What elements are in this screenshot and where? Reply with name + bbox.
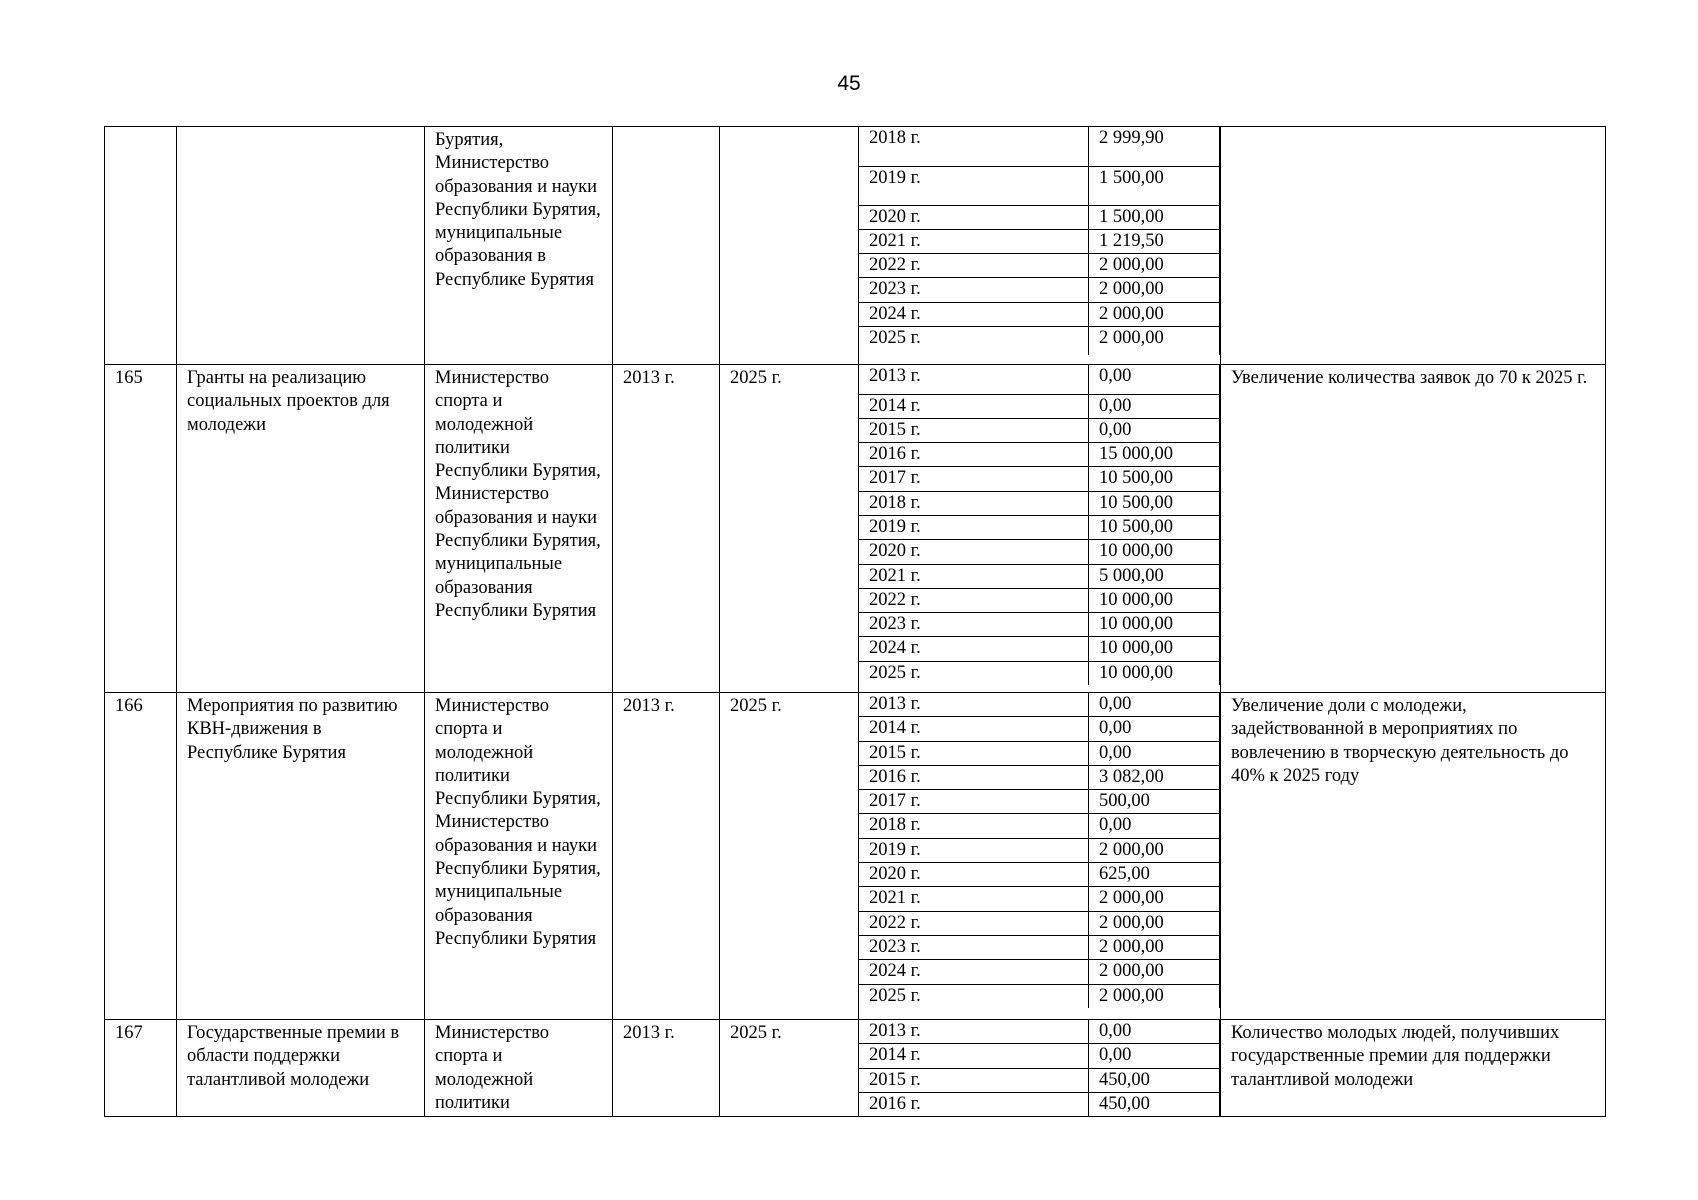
executor: Министерство спорта и молодежной политики Республики Бурятия, Министерство образования и науки Республики Бурятия, муниципальные образования Республики Бурятия: [435, 368, 601, 621]
year-value: 0,00: [1089, 365, 1220, 394]
year-label: 2023 г.: [859, 613, 1089, 637]
year-label: 2015 г.: [859, 741, 1089, 765]
table-row: [105, 693, 1606, 1020]
row-number: 165: [115, 368, 143, 388]
activity-name: Мероприятия по развитию КВН-движения в Республике Бурятия: [187, 696, 398, 763]
year-label: 2016 г.: [859, 1092, 1089, 1116]
expected-result: Количество молодых людей, получивших государственные премии для поддержки талантливой молодежи: [1231, 1023, 1560, 1090]
year-label: 2018 г.: [859, 814, 1089, 838]
year-value: 450,00: [1089, 1092, 1220, 1116]
program-table: [104, 126, 1606, 1117]
year-label: 2018 г.: [859, 491, 1089, 515]
year-label: 2015 г.: [859, 1068, 1089, 1092]
year-value: 1 500,00: [1089, 166, 1220, 205]
start-year: 2013 г.: [623, 696, 675, 716]
executor: Министерство спорта и молодежной политики: [435, 1023, 550, 1113]
year-label: 2013 г.: [859, 1020, 1089, 1044]
year-value: 5 000,00: [1089, 564, 1220, 588]
start-year: 2013 г.: [623, 1023, 675, 1043]
expected-result: Увеличение доли с молодежи, задействованной в мероприятиях по вовлечению в творческую деятельность до 40% к 2025 году: [1231, 696, 1569, 786]
year-value: 1 219,50: [1089, 229, 1220, 253]
year-label: 2017 г.: [859, 790, 1089, 814]
year-value: 450,00: [1089, 1068, 1220, 1092]
year-label: 2018 г.: [859, 127, 1089, 166]
year-label: 2022 г.: [859, 254, 1089, 278]
expected-result: Увеличение количества заявок до 70 к 2025 г.: [1231, 368, 1588, 388]
funding-by-year: [859, 127, 1221, 365]
year-label: 2020 г.: [859, 540, 1089, 564]
year-label: 2025 г.: [859, 326, 1089, 355]
year-label: 2024 г.: [859, 637, 1089, 661]
year-value: 2 000,00: [1089, 302, 1220, 326]
year-label: 2019 г.: [859, 515, 1089, 539]
activity-name: Гранты на реализацию социальных проектов для молодежи: [187, 368, 390, 435]
executor: Бурятия, Министерство образования и науки Республики Бурятия, муниципальные образования в Республике Бурятия: [435, 130, 601, 290]
row-number: 166: [115, 696, 143, 716]
year-value: 10 000,00: [1089, 540, 1220, 564]
year-value: 0,00: [1089, 418, 1220, 442]
year-value: 10 000,00: [1089, 613, 1220, 637]
expected-result: [1221, 127, 1605, 129]
year-value: 625,00: [1089, 863, 1220, 887]
funding-by-year: [859, 693, 1221, 1020]
activity-name: [177, 127, 424, 129]
year-value: 0,00: [1089, 1044, 1220, 1068]
activity-name: Государственные премии в области поддержки талантливой молодежи: [187, 1023, 400, 1090]
year-value: 0,00: [1089, 1020, 1220, 1044]
year-label: 2014 г.: [859, 717, 1089, 741]
year-value: 2 000,00: [1089, 278, 1220, 302]
year-value: 2 000,00: [1089, 838, 1220, 862]
year-label: 2024 г.: [859, 960, 1089, 984]
year-label: 2021 г.: [859, 564, 1089, 588]
table-row: [105, 365, 1606, 693]
year-label: 2024 г.: [859, 302, 1089, 326]
row-number: 167: [115, 1023, 143, 1043]
year-label: 2013 г.: [859, 365, 1089, 394]
year-value: 0,00: [1089, 394, 1220, 418]
page-number: 45: [837, 72, 861, 95]
year-label: 2022 г.: [859, 911, 1089, 935]
year-label: 2014 г.: [859, 394, 1089, 418]
year-label: 2019 г.: [859, 166, 1089, 205]
year-label: 2020 г.: [859, 863, 1089, 887]
year-value: 10 500,00: [1089, 467, 1220, 491]
start-year: 2013 г.: [623, 368, 675, 388]
year-value: 2 999,90: [1089, 127, 1220, 166]
year-value: 0,00: [1089, 814, 1220, 838]
year-value: 10 500,00: [1089, 515, 1220, 539]
year-label: 2019 г.: [859, 838, 1089, 862]
year-value: 0,00: [1089, 741, 1220, 765]
year-value: 2 000,00: [1089, 911, 1220, 935]
year-value: 1 500,00: [1089, 205, 1220, 229]
row-number: [105, 127, 176, 129]
year-label: 2013 г.: [859, 693, 1089, 717]
year-label: 2017 г.: [859, 467, 1089, 491]
year-label: 2023 г.: [859, 278, 1089, 302]
year-value: 10 000,00: [1089, 637, 1220, 661]
year-value: 15 000,00: [1089, 443, 1220, 467]
end-year: 2025 г.: [730, 696, 782, 716]
year-value: 2 000,00: [1089, 326, 1220, 355]
end-year: [720, 127, 858, 129]
year-label: 2016 г.: [859, 443, 1089, 467]
year-value: 10 500,00: [1089, 491, 1220, 515]
year-value: 0,00: [1089, 693, 1220, 717]
year-value: 2 000,00: [1089, 935, 1220, 959]
year-label: 2022 г.: [859, 588, 1089, 612]
year-label: 2020 г.: [859, 205, 1089, 229]
year-value: 2 000,00: [1089, 887, 1220, 911]
year-value: 500,00: [1089, 790, 1220, 814]
year-value: 3 082,00: [1089, 765, 1220, 789]
table-row: [105, 127, 1606, 365]
year-value: 10 000,00: [1089, 661, 1220, 685]
year-value: 2 000,00: [1089, 254, 1220, 278]
end-year: 2025 г.: [730, 1023, 782, 1043]
year-value: 2 000,00: [1089, 960, 1220, 984]
table-row: [105, 1020, 1606, 1117]
start-year: [613, 127, 719, 129]
year-label: 2023 г.: [859, 935, 1089, 959]
executor: Министерство спорта и молодежной политики Республики Бурятия, Министерство образования и науки Республики Бурятия, муниципальные образования Республики Бурятия: [435, 696, 601, 949]
year-value: 2 000,00: [1089, 984, 1220, 1008]
year-label: 2025 г.: [859, 661, 1089, 685]
year-label: 2014 г.: [859, 1044, 1089, 1068]
year-label: 2021 г.: [859, 887, 1089, 911]
end-year: 2025 г.: [730, 368, 782, 388]
funding-by-year: [859, 365, 1221, 693]
year-value: 10 000,00: [1089, 588, 1220, 612]
year-label: 2015 г.: [859, 418, 1089, 442]
year-value: 0,00: [1089, 717, 1220, 741]
funding-by-year: [859, 1020, 1221, 1117]
year-label: 2025 г.: [859, 984, 1089, 1008]
year-label: 2016 г.: [859, 765, 1089, 789]
year-label: 2021 г.: [859, 229, 1089, 253]
